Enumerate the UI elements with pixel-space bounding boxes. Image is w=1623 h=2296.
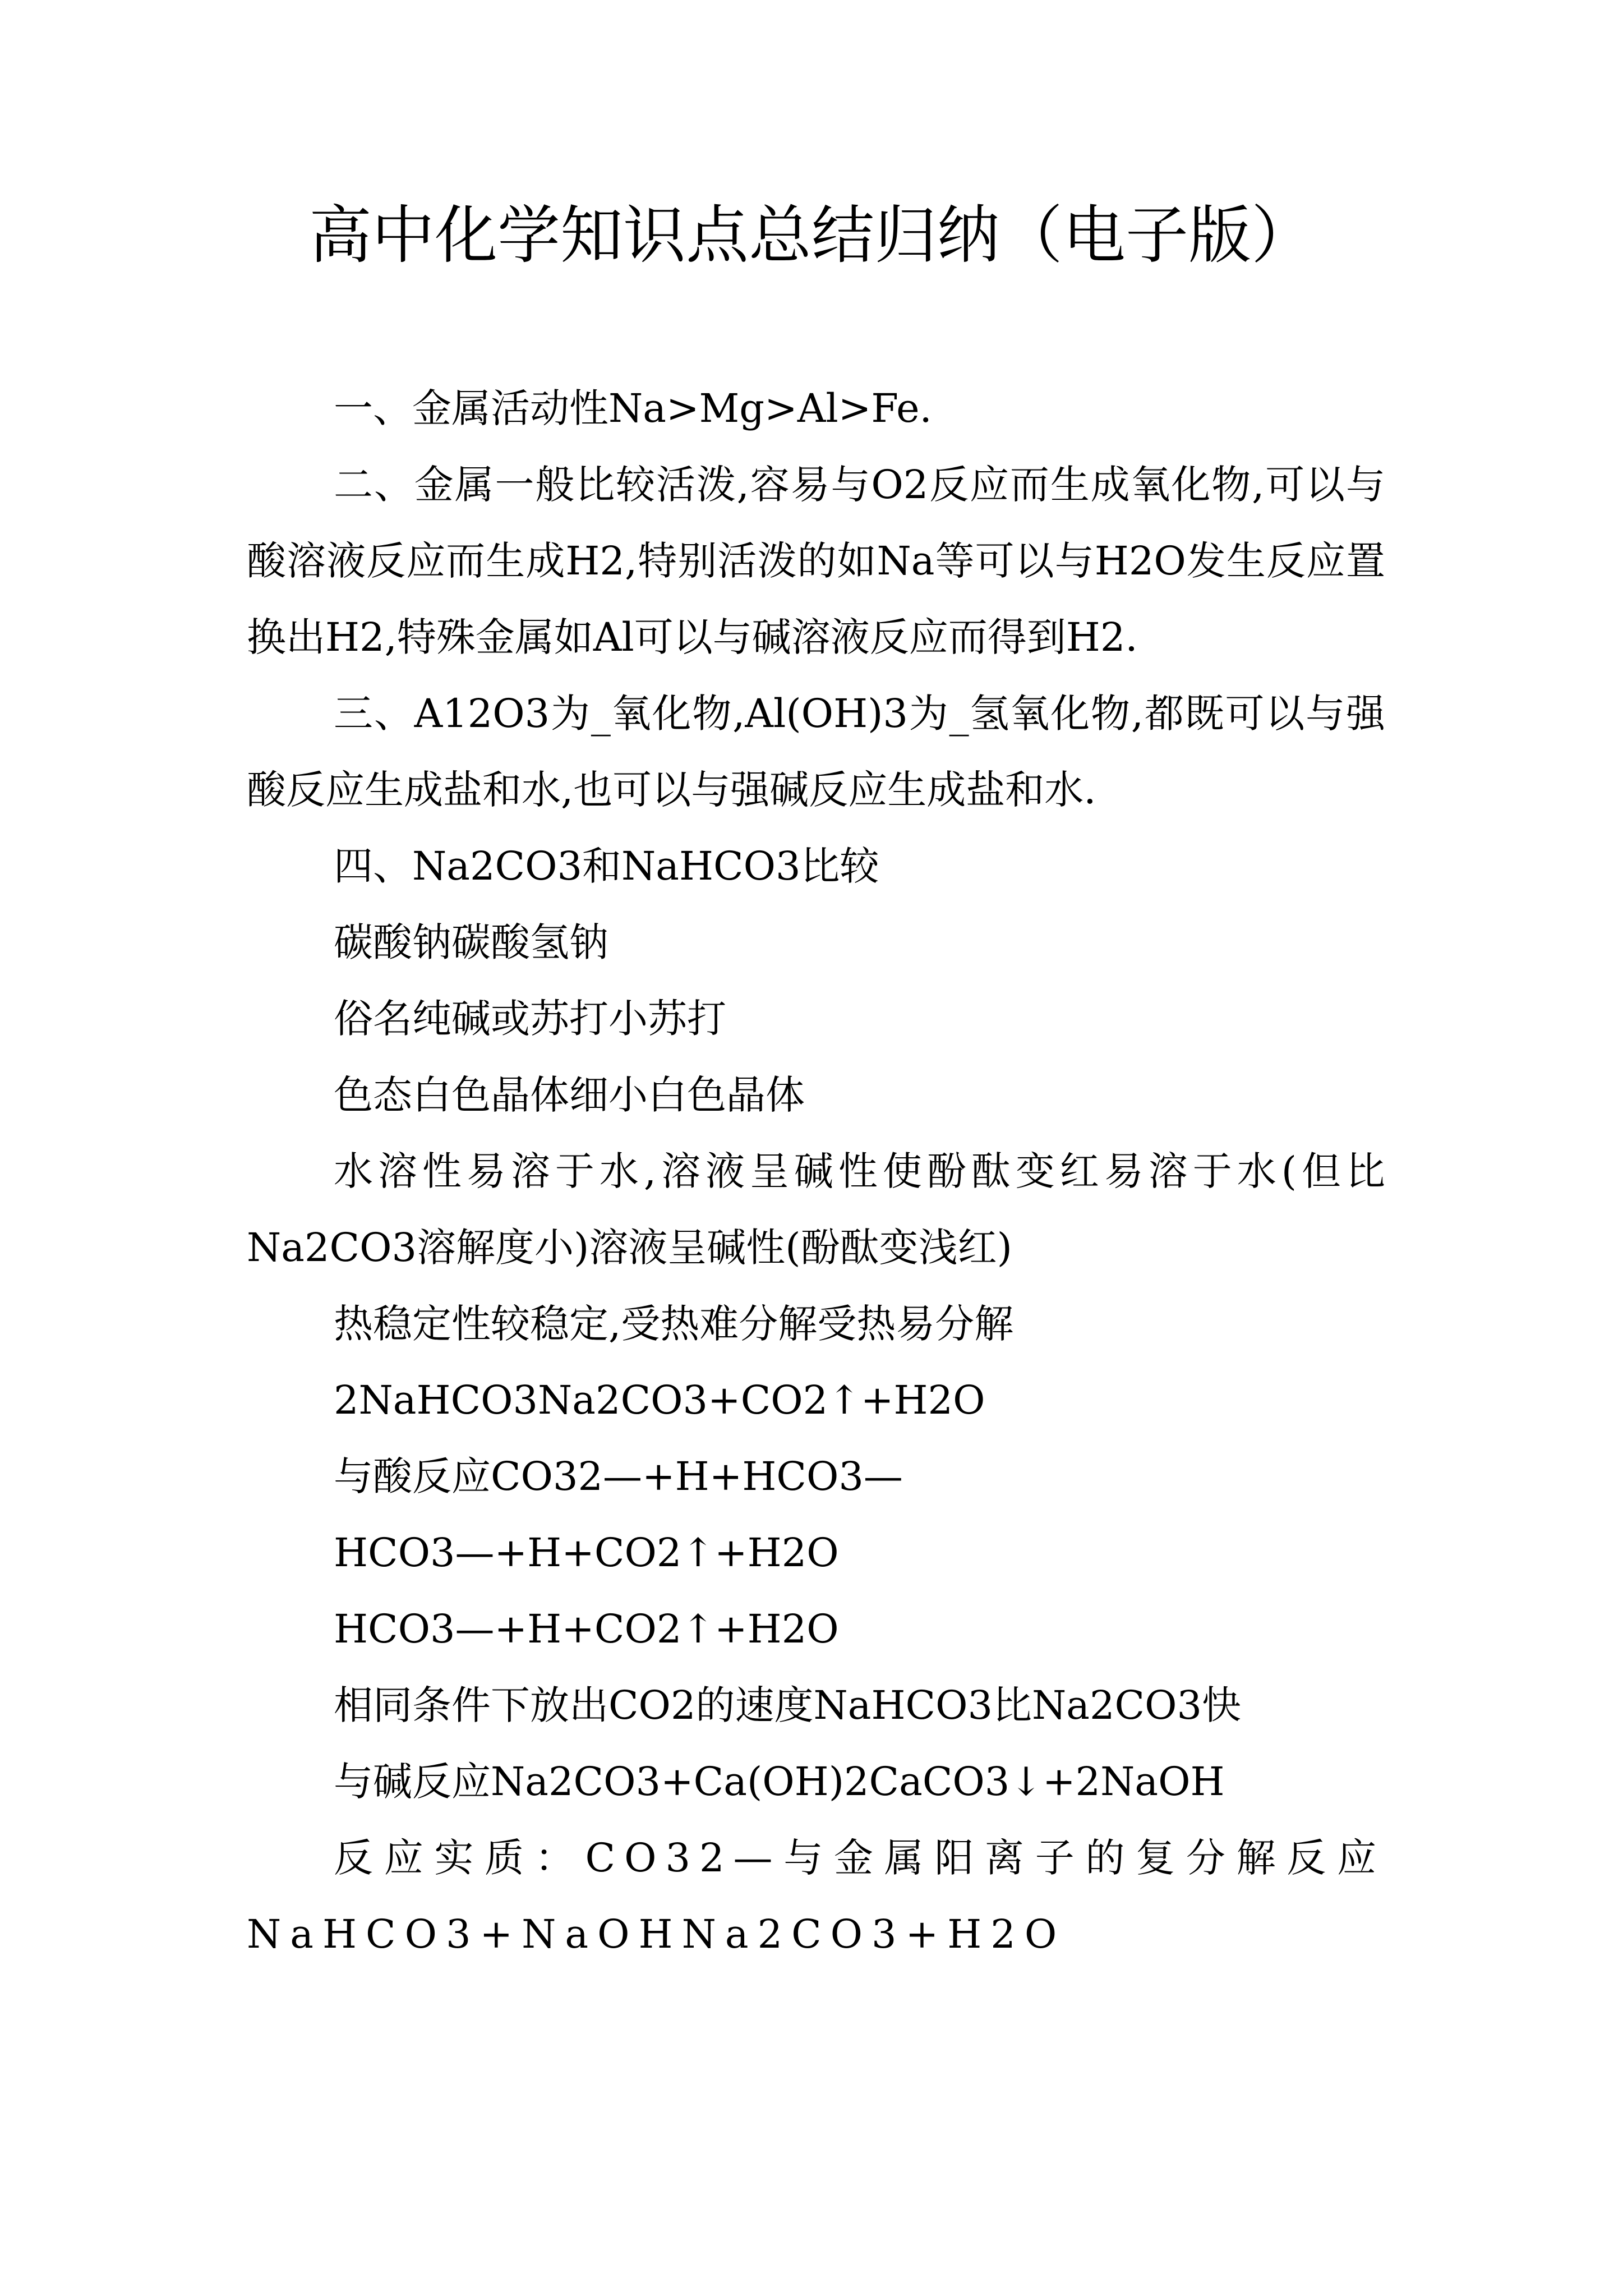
paragraph-amphoteric: 三、A12O3为_氧化物,Al(OH)3为_氢氧化物,都既可以与强酸反应生成盐和水,也可以与强碱反应生成盐和水. xyxy=(247,691,1385,813)
equation-decomposition: 2NaHCO3Na2CO3+CO2↑+H2O xyxy=(334,1377,985,1423)
comparison-row-base-reaction: 与碱反应Na2CO3+Ca(OH)2CaCO3↓+2NaOH xyxy=(334,1759,1225,1805)
paragraph-reaction-essence: 反应实质：CO32—与金属阳离子的复分解反应NaHCO3+NaOHNa2CO3+H2O xyxy=(247,1835,1385,1957)
comparison-row-thermal-stability: 热稳定性较稳定,受热难分解受热易分解 xyxy=(334,1301,1014,1347)
comparison-row-co2-rate: 相同条件下放出CO2的速度NaHCO3比Na2CO3快 xyxy=(334,1682,1241,1728)
comparison-row-names: 碳酸钠碳酸氢钠 xyxy=(334,919,608,965)
document-title: 高中化学知识点总结归纳（电子版） xyxy=(309,199,1314,272)
comparison-row-appearance: 色态白色晶体细小白色晶体 xyxy=(334,1072,805,1118)
comparison-row-acid-reaction: 与酸反应CO32—+H+HCO3— xyxy=(334,1453,903,1499)
comparison-row-common-names: 俗名纯碱或苏打小苏打 xyxy=(334,996,726,1042)
comparison-row-solubility: 水溶性易溶于水,溶液呈碱性使酚酞变红易溶于水(但比Na2CO3溶解度小)溶液呈碱性(酚酞变浅红) xyxy=(247,1148,1385,1271)
paragraph-metal-reactivity: 二、金属一般比较活泼,容易与O2反应而生成氧化物,可以与酸溶液反应而生成H2,特别活泼的如Na等可以与H2O发生反应置换出H2,特殊金属如Al可以与碱溶液反应而得到H2. xyxy=(247,462,1385,660)
equation-bicarbonate-acid-2: HCO3—+H+CO2↑+H2O xyxy=(334,1606,839,1652)
equation-bicarbonate-acid-1: HCO3—+H+CO2↑+H2O xyxy=(334,1530,839,1576)
document-body xyxy=(247,370,1385,1972)
paragraph-comparison-heading: 四、Na2CO3和NaHCO3比较 xyxy=(334,843,879,889)
paragraph-metal-activity: 一、金属活动性Na>Mg>Al>Fe. xyxy=(334,385,932,431)
